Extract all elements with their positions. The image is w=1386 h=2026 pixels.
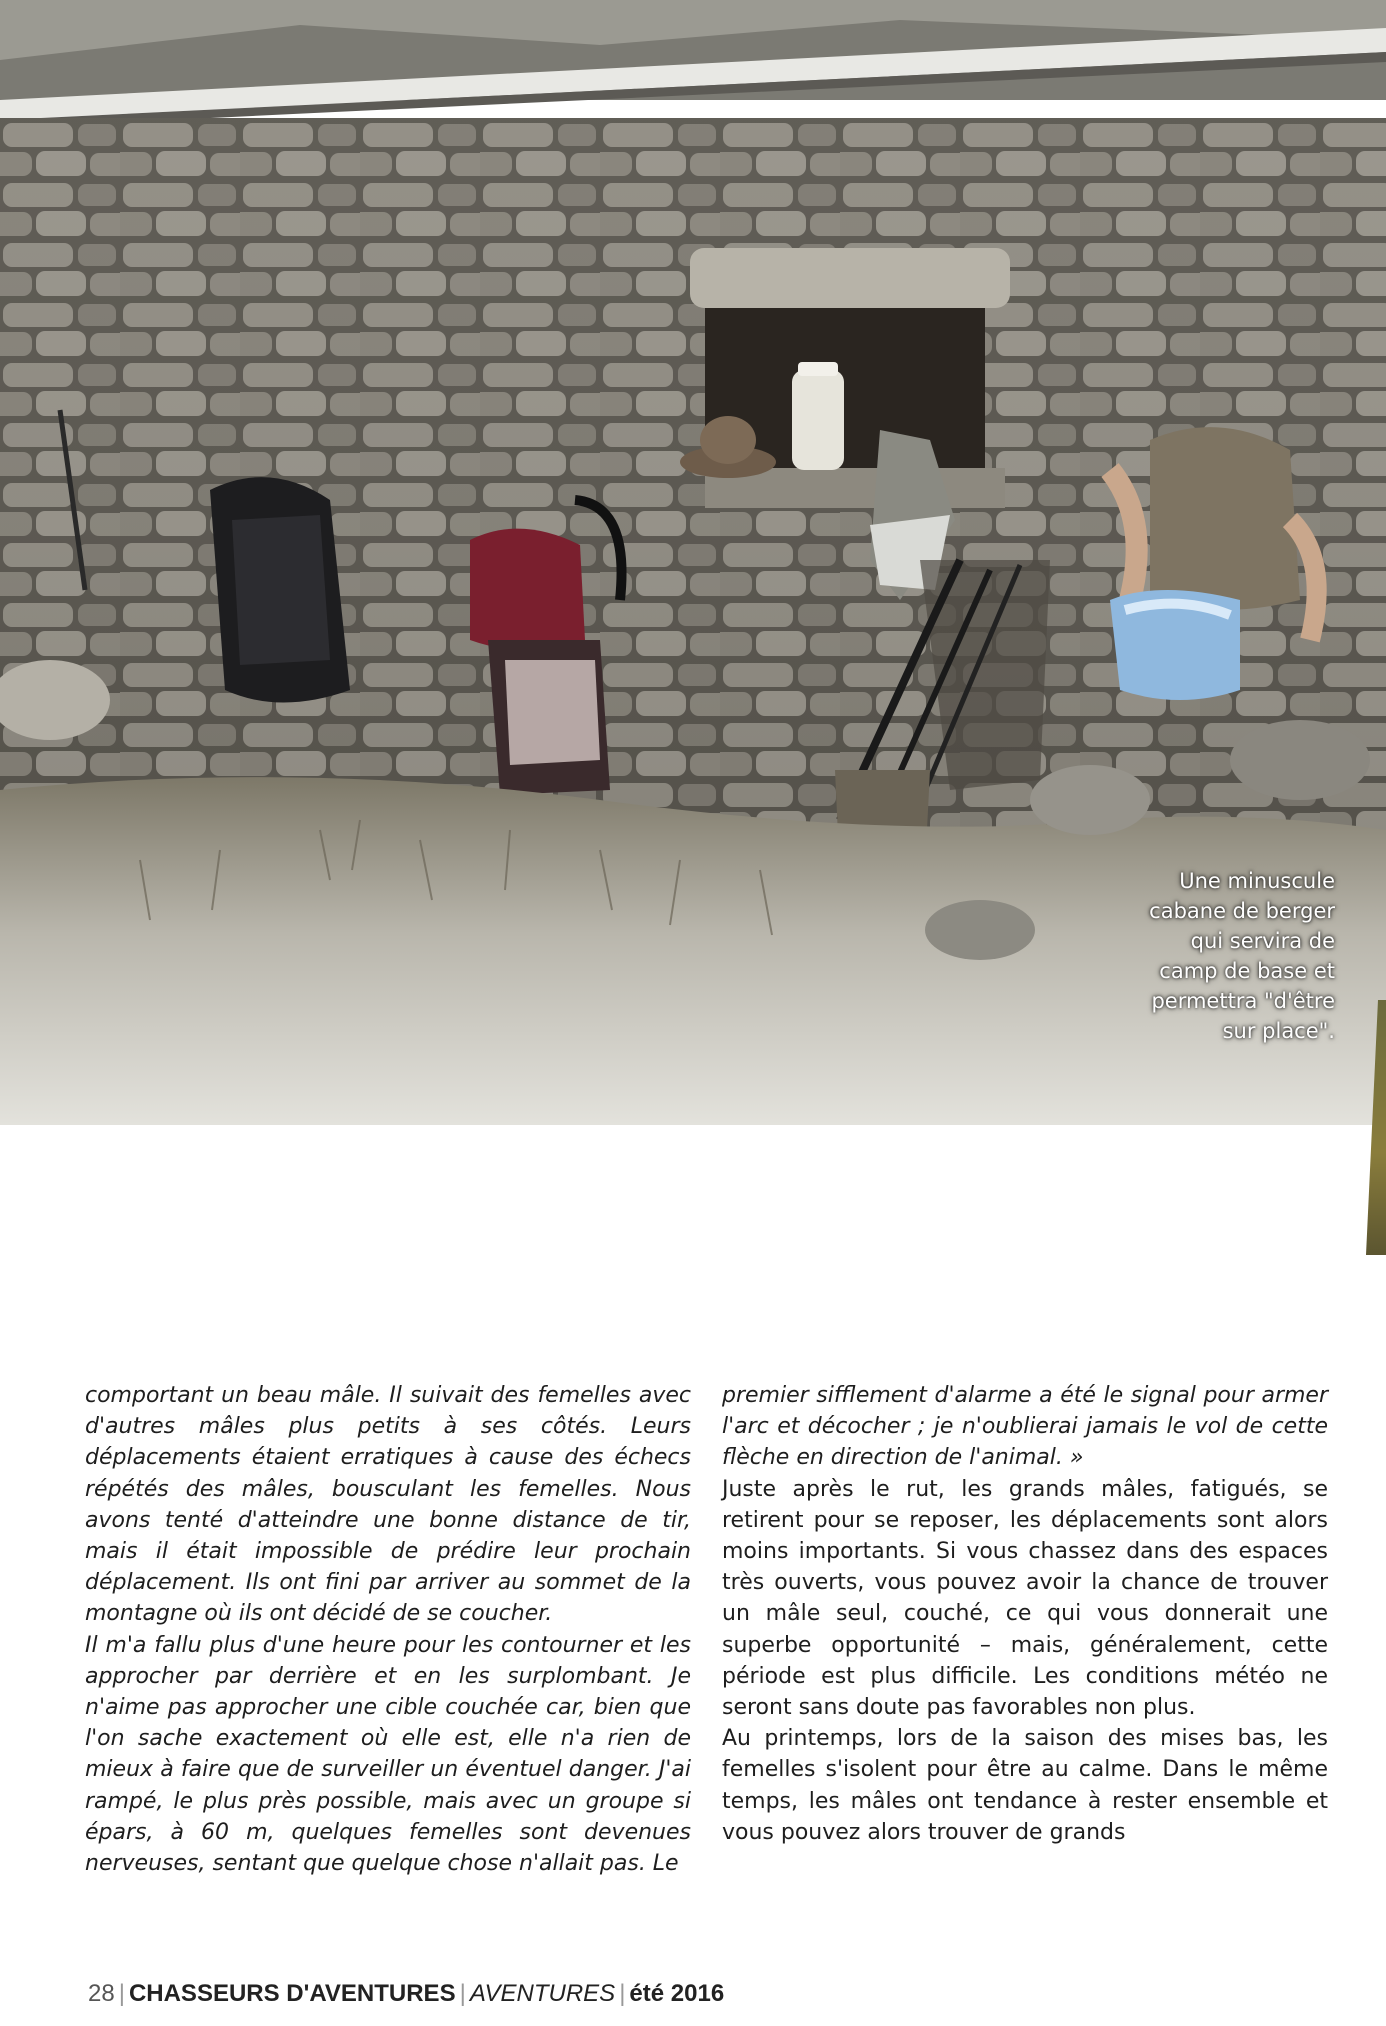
article-right-column	[722, 1380, 1328, 1848]
issue-label: été 2016	[629, 1980, 725, 2007]
photo-caption	[1085, 866, 1335, 1046]
section-name: AVENTURES	[469, 1980, 616, 2007]
caption-line: cabane de berger	[1149, 899, 1335, 923]
quote-continuation: premier sifflement d'alarme a été le signal pour armer l'arc et décocher ; je n'oublierai jamais le vol de cette flèche en direction de l'animal. »	[722, 1383, 1328, 1471]
page-footer	[88, 1980, 724, 2008]
caption-line: permettra "d'être	[1151, 989, 1335, 1013]
footer-separator: |	[118, 1980, 125, 2007]
caption-line: camp de base et	[1159, 959, 1335, 983]
article-paragraph: Il m'a fallu plus d'une heure pour les contourner et les approcher par derrière et en les surplombant. Je n'aime pas approcher une cible couchée car, bien que l'on sache exactement où elle est, elle n'a rien de mieux à faire que de surveiller un éventuel danger. J'ai rampé, le plus près possible, mais avec un groupe si épars, à 60 m, quelques femelles sont devenues nerveuses, sentant que quelque chose n'allait pas. Le	[85, 1632, 691, 1877]
magazine-name: CHASSEURS D'AVENTURES	[128, 1980, 456, 2007]
article-paragraph: Au printemps, lors de la saison des mises bas, les femelles s'isolent pour être au calme. Dans le même temps, les mâles ont tendance à rester ensemble et vous pouvez alors trouver de grands	[722, 1726, 1328, 1845]
footer-separator: |	[459, 1980, 466, 2007]
article-paragraph: comportant un beau mâle. Il suivait des femelles avec d'autres mâles plus petits à ses côtés. Leurs déplacements étaient erratiques à cause des échecs répétés des mâles, bousculant les femelles. Nous avons tenté d'atteindre une bonne distance de tir, mais il était impossible de prédire leur prochain déplacement. Ils ont fini par arriver au sommet de la montagne où ils ont décidé de se coucher.	[85, 1383, 691, 1627]
article-paragraph: Juste après le rut, les grands mâles, fatigués, se retirent pour se reposer, les déplacements sont alors moins importants. Si vous chassez dans des espaces très ouverts, vous pouvez avoir la chance de trouver un mâle seul, couché, ce qui vous donnerait une superbe opportunité – mais, généralement, cette période est plus difficile. Les conditions météo ne seront sans doute pas favorables non plus.	[722, 1476, 1328, 1721]
article-left-column	[85, 1380, 691, 1879]
footer-separator: |	[619, 1980, 626, 2007]
caption-line: sur place".	[1222, 1019, 1335, 1043]
caption-line: qui servira de	[1190, 929, 1335, 953]
page-number: 28	[88, 1980, 115, 2007]
caption-line: Une minuscule	[1179, 869, 1335, 893]
